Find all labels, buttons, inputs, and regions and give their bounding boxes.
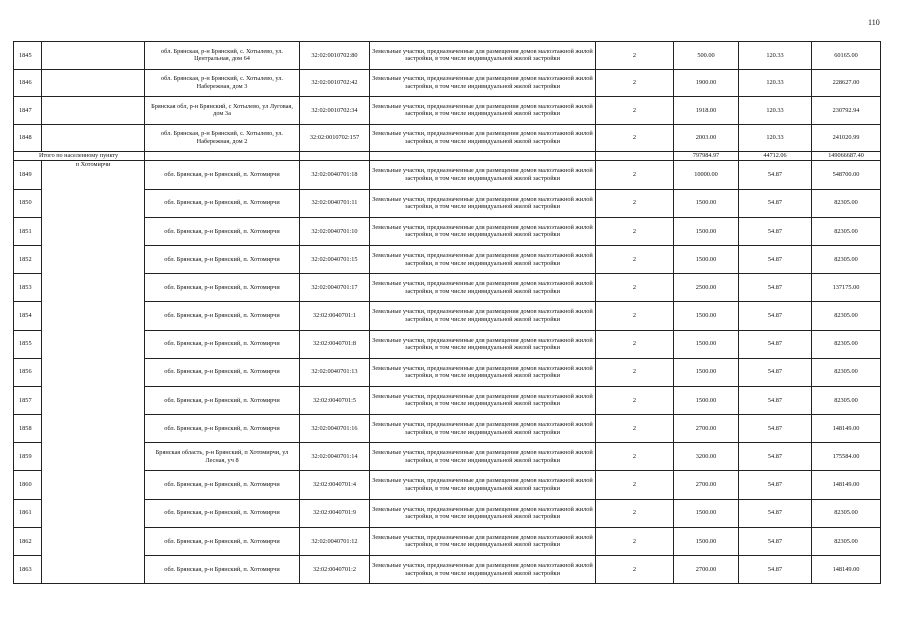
purpose-cell: Земельные участки, предназначенные для размещения домов малоэтажной жилой застройки, в том числе индивидуальной жилой застройки (370, 245, 596, 273)
cadastral-number-cell: 32:02:0040701:11 (300, 189, 370, 217)
purpose-cell: Земельные участки, предназначенные для размещения домов малоэтажной жилой застройки, в том числе индивидуальной жилой застройки (370, 189, 596, 217)
address-cell: обл. Брянская, р-н Брянский, п. Хотомирчи (145, 245, 300, 273)
land-plots-table (13, 41, 881, 584)
area-cell: 1500.00 (674, 386, 739, 414)
category-cell: 2 (596, 443, 674, 471)
category-cell: 2 (596, 415, 674, 443)
area-cell: 1918.00 (674, 97, 739, 125)
table-row (14, 189, 881, 217)
row-number: 1851 (14, 217, 42, 245)
area-cell: 1500.00 (674, 189, 739, 217)
rate-cell: 54.87 (739, 217, 812, 245)
rate-cell: 54.87 (739, 330, 812, 358)
value-cell: 137175.00 (812, 274, 881, 302)
address-cell: обл. Брянская, р-н Брянский, п. Хотомирчи (145, 527, 300, 555)
cadastral-number-cell: 32:02:0040701:4 (300, 471, 370, 499)
value-cell: 82305.00 (812, 302, 881, 330)
rate-cell: 54.87 (739, 556, 812, 584)
purpose-cell: Земельные участки, предназначенные для размещения домов малоэтажной жилой застройки, в том числе индивидуальной жилой застройки (370, 471, 596, 499)
cadastral-number-cell: 32:02:0040701:1 (300, 302, 370, 330)
table-row (14, 161, 881, 189)
summary-label: Итого по населенному пункту (14, 152, 145, 161)
page-number: 110 (868, 18, 880, 27)
rate-cell: 54.87 (739, 415, 812, 443)
group-label: п Хотомирчи (42, 161, 145, 584)
rate-cell: 54.87 (739, 443, 812, 471)
address-cell: Брянская область, р-н Брянский, п Хотомирчи, ул Лесная, уч 8 (145, 443, 300, 471)
summary-rate: 44712.06 (739, 152, 812, 161)
address-cell: обл. Брянская, р-н Брянский, с. Хотылево, ул. Набережная, дом 2 (145, 124, 300, 152)
area-cell: 1500.00 (674, 217, 739, 245)
table-row (14, 386, 881, 414)
area-cell: 1900.00 (674, 69, 739, 97)
cadastral-number-cell: 32:02:0040701:2 (300, 556, 370, 584)
summary-empty-cadastral (300, 152, 370, 161)
table-row (14, 443, 881, 471)
table-row (14, 124, 881, 152)
table-row (14, 274, 881, 302)
rate-cell: 120.33 (739, 124, 812, 152)
address-cell: обл. Брянская, р-н Брянский, п. Хотомирчи (145, 556, 300, 584)
purpose-cell: Земельные участки, предназначенные для размещения домов малоэтажной жилой застройки, в том числе индивидуальной жилой застройки (370, 161, 596, 189)
value-cell: 82305.00 (812, 189, 881, 217)
value-cell: 82305.00 (812, 386, 881, 414)
row-number: 1852 (14, 245, 42, 273)
area-cell: 1500.00 (674, 245, 739, 273)
empty-group-cell (42, 97, 145, 125)
area-cell: 10000.00 (674, 161, 739, 189)
summary-empty-description (370, 152, 596, 161)
address-cell: обл. Брянская, р-н Брянский, п. Хотомирчи (145, 302, 300, 330)
rate-cell: 54.87 (739, 274, 812, 302)
purpose-cell: Земельные участки, предназначенные для размещения домов малоэтажной жилой застройки, в том числе индивидуальной жилой застройки (370, 97, 596, 125)
table-summary (14, 152, 881, 161)
area-cell: 2700.00 (674, 556, 739, 584)
table-row (14, 499, 881, 527)
purpose-cell: Земельные участки, предназначенные для размещения домов малоэтажной жилой застройки, в том числе индивидуальной жилой застройки (370, 42, 596, 70)
value-cell: 148149.00 (812, 556, 881, 584)
address-cell: обл. Брянская, р-н Брянский, п. Хотомирчи (145, 386, 300, 414)
area-cell: 1500.00 (674, 330, 739, 358)
value-cell: 82305.00 (812, 358, 881, 386)
row-number: 1848 (14, 124, 42, 152)
area-cell: 2500.00 (674, 274, 739, 302)
area-cell: 2700.00 (674, 471, 739, 499)
cadastral-number-cell: 32:02:0010702:157 (300, 124, 370, 152)
cadastral-number-cell: 32:02:0040701:18 (300, 161, 370, 189)
category-cell: 2 (596, 97, 674, 125)
purpose-cell: Земельные участки, предназначенные для размещения домов малоэтажной жилой застройки, в том числе индивидуальной жилой застройки (370, 124, 596, 152)
row-number: 1850 (14, 189, 42, 217)
value-cell: 148149.00 (812, 415, 881, 443)
rate-cell: 54.87 (739, 471, 812, 499)
purpose-cell: Земельные участки, предназначенные для размещения домов малоэтажной жилой застройки, в том числе индивидуальной жилой застройки (370, 415, 596, 443)
area-cell: 1500.00 (674, 527, 739, 555)
row-number: 1860 (14, 471, 42, 499)
table-row (14, 42, 881, 70)
rate-cell: 54.87 (739, 358, 812, 386)
row-number: 1855 (14, 330, 42, 358)
value-cell: 148149.00 (812, 471, 881, 499)
cadastral-number-cell: 32:02:0010702:42 (300, 69, 370, 97)
address-cell: обл. Брянская, р-н Брянский, п. Хотомирчи (145, 415, 300, 443)
address-cell: обл. Брянская, р-н Брянский, п. Хотомирчи (145, 189, 300, 217)
category-cell: 2 (596, 471, 674, 499)
value-cell: 82305.00 (812, 499, 881, 527)
table-row (14, 471, 881, 499)
address-cell: обл. Брянская, р-н Брянский, п. Хотомирчи (145, 274, 300, 302)
value-cell: 241020.99 (812, 124, 881, 152)
table-row (14, 245, 881, 273)
value-cell: 82305.00 (812, 217, 881, 245)
purpose-cell: Земельные участки, предназначенные для размещения домов малоэтажной жилой застройки, в том числе индивидуальной жилой застройки (370, 217, 596, 245)
rate-cell: 54.87 (739, 527, 812, 555)
table-row (14, 330, 881, 358)
cadastral-number-cell: 32:02:0040701:16 (300, 415, 370, 443)
summary-empty-address (145, 152, 300, 161)
rate-cell: 120.33 (739, 42, 812, 70)
value-cell: 230792.94 (812, 97, 881, 125)
table-body-hotylevo (14, 42, 881, 152)
value-cell: 175584.00 (812, 443, 881, 471)
value-cell: 228627.00 (812, 69, 881, 97)
empty-group-cell (42, 124, 145, 152)
category-cell: 2 (596, 499, 674, 527)
cadastral-number-cell: 32:02:0040701:14 (300, 443, 370, 471)
row-number: 1862 (14, 527, 42, 555)
table-row (14, 302, 881, 330)
row-number: 1863 (14, 556, 42, 584)
cadastral-number-cell: 32:02:0040701:13 (300, 358, 370, 386)
category-cell: 2 (596, 69, 674, 97)
rate-cell: 54.87 (739, 302, 812, 330)
value-cell: 82305.00 (812, 527, 881, 555)
category-cell: 2 (596, 161, 674, 189)
address-cell: обл. Брянская, р-н Брянский, п. Хотомирчи (145, 161, 300, 189)
area-cell: 500.00 (674, 42, 739, 70)
row-number: 1857 (14, 386, 42, 414)
purpose-cell: Земельные участки, предназначенные для размещения домов малоэтажной жилой застройки, в том числе индивидуальной жилой застройки (370, 274, 596, 302)
category-cell: 2 (596, 274, 674, 302)
table-row (14, 415, 881, 443)
row-number: 1846 (14, 69, 42, 97)
area-cell: 2003.00 (674, 124, 739, 152)
cadastral-number-cell: 32:02:0010702:80 (300, 42, 370, 70)
area-cell: 1500.00 (674, 499, 739, 527)
area-cell: 3200.00 (674, 443, 739, 471)
rate-cell: 120.33 (739, 97, 812, 125)
value-cell: 82305.00 (812, 330, 881, 358)
rate-cell: 54.87 (739, 499, 812, 527)
category-cell: 2 (596, 217, 674, 245)
table-row (14, 358, 881, 386)
area-cell: 1500.00 (674, 302, 739, 330)
table-body-hotomirchi (14, 161, 881, 584)
cadastral-number-cell: 32:02:0040701:17 (300, 274, 370, 302)
row-number: 1854 (14, 302, 42, 330)
value-cell: 82305.00 (812, 245, 881, 273)
purpose-cell: Земельные участки, предназначенные для размещения домов малоэтажной жилой застройки, в том числе индивидуальной жилой застройки (370, 358, 596, 386)
row-number: 1849 (14, 161, 42, 189)
purpose-cell: Земельные участки, предназначенные для размещения домов малоэтажной жилой застройки, в том числе индивидуальной жилой застройки (370, 330, 596, 358)
row-number: 1847 (14, 97, 42, 125)
empty-group-cell (42, 69, 145, 97)
purpose-cell: Земельные участки, предназначенные для размещения домов малоэтажной жилой застройки, в том числе индивидуальной жилой застройки (370, 556, 596, 584)
category-cell: 2 (596, 358, 674, 386)
address-cell: обл. Брянская, р-н Брянский, п. Хотомирчи (145, 330, 300, 358)
category-cell: 2 (596, 124, 674, 152)
row-number: 1859 (14, 443, 42, 471)
cadastral-number-cell: 32:02:0040701:15 (300, 245, 370, 273)
category-cell: 2 (596, 330, 674, 358)
area-cell: 2700.00 (674, 415, 739, 443)
table-row (14, 556, 881, 584)
table-row (14, 217, 881, 245)
purpose-cell: Земельные участки, предназначенные для размещения домов малоэтажной жилой застройки, в том числе индивидуальной жилой застройки (370, 386, 596, 414)
cadastral-number-cell: 32:02:0040701:5 (300, 386, 370, 414)
cadastral-number-cell: 32:02:0040701:10 (300, 217, 370, 245)
category-cell: 2 (596, 556, 674, 584)
address-cell: Брянская обл, р-н Брянский, с Хотылево, ул Луговая, дом 3а (145, 97, 300, 125)
address-cell: обл. Брянская, р-н Брянский, с. Хотылево, ул. Набережная, дом 3 (145, 69, 300, 97)
rate-cell: 120.33 (739, 69, 812, 97)
area-cell: 1500.00 (674, 358, 739, 386)
category-cell: 2 (596, 42, 674, 70)
cadastral-number-cell: 32:02:0040701:12 (300, 527, 370, 555)
table-row (14, 97, 881, 125)
purpose-cell: Земельные участки, предназначенные для размещения домов малоэтажной жилой застройки, в том числе индивидуальной жилой застройки (370, 499, 596, 527)
cadastral-number-cell: 32:02:0040701:8 (300, 330, 370, 358)
summary-area: 797984.97 (674, 152, 739, 161)
rate-cell: 54.87 (739, 189, 812, 217)
address-cell: обл. Брянская, р-н Брянский, п. Хотомирчи (145, 471, 300, 499)
category-cell: 2 (596, 527, 674, 555)
purpose-cell: Земельные участки, предназначенные для размещения домов малоэтажной жилой застройки, в том числе индивидуальной жилой застройки (370, 443, 596, 471)
cadastral-number-cell: 32:02:0040701:9 (300, 499, 370, 527)
rate-cell: 54.87 (739, 245, 812, 273)
row-number: 1853 (14, 274, 42, 302)
row-number: 1858 (14, 415, 42, 443)
cadastral-number-cell: 32:02:0010702:34 (300, 97, 370, 125)
table-row (14, 527, 881, 555)
purpose-cell: Земельные участки, предназначенные для размещения домов малоэтажной жилой застройки, в том числе индивидуальной жилой застройки (370, 69, 596, 97)
table-row (14, 69, 881, 97)
summary-empty-category (596, 152, 674, 161)
empty-group-cell (42, 42, 145, 70)
purpose-cell: Земельные участки, предназначенные для размещения домов малоэтажной жилой застройки, в том числе индивидуальной жилой застройки (370, 527, 596, 555)
address-cell: обл. Брянская, р-н Брянский, п. Хотомирчи (145, 217, 300, 245)
category-cell: 2 (596, 245, 674, 273)
category-cell: 2 (596, 189, 674, 217)
summary-row (14, 152, 881, 161)
rate-cell: 54.87 (739, 161, 812, 189)
value-cell: 60165.00 (812, 42, 881, 70)
purpose-cell: Земельные участки, предназначенные для размещения домов малоэтажной жилой застройки, в том числе индивидуальной жилой застройки (370, 302, 596, 330)
row-number: 1861 (14, 499, 42, 527)
row-number: 1845 (14, 42, 42, 70)
rate-cell: 54.87 (739, 386, 812, 414)
row-number: 1856 (14, 358, 42, 386)
address-cell: обл. Брянская, р-н Брянский, п. Хотомирчи (145, 358, 300, 386)
value-cell: 548700.00 (812, 161, 881, 189)
summary-total: 149066687.40 (812, 152, 881, 161)
category-cell: 2 (596, 302, 674, 330)
address-cell: обл. Брянская, р-н Брянский, с. Хотылево, ул. Центральная, дом 64 (145, 42, 300, 70)
address-cell: обл. Брянская, р-н Брянский, п. Хотомирчи (145, 499, 300, 527)
category-cell: 2 (596, 386, 674, 414)
